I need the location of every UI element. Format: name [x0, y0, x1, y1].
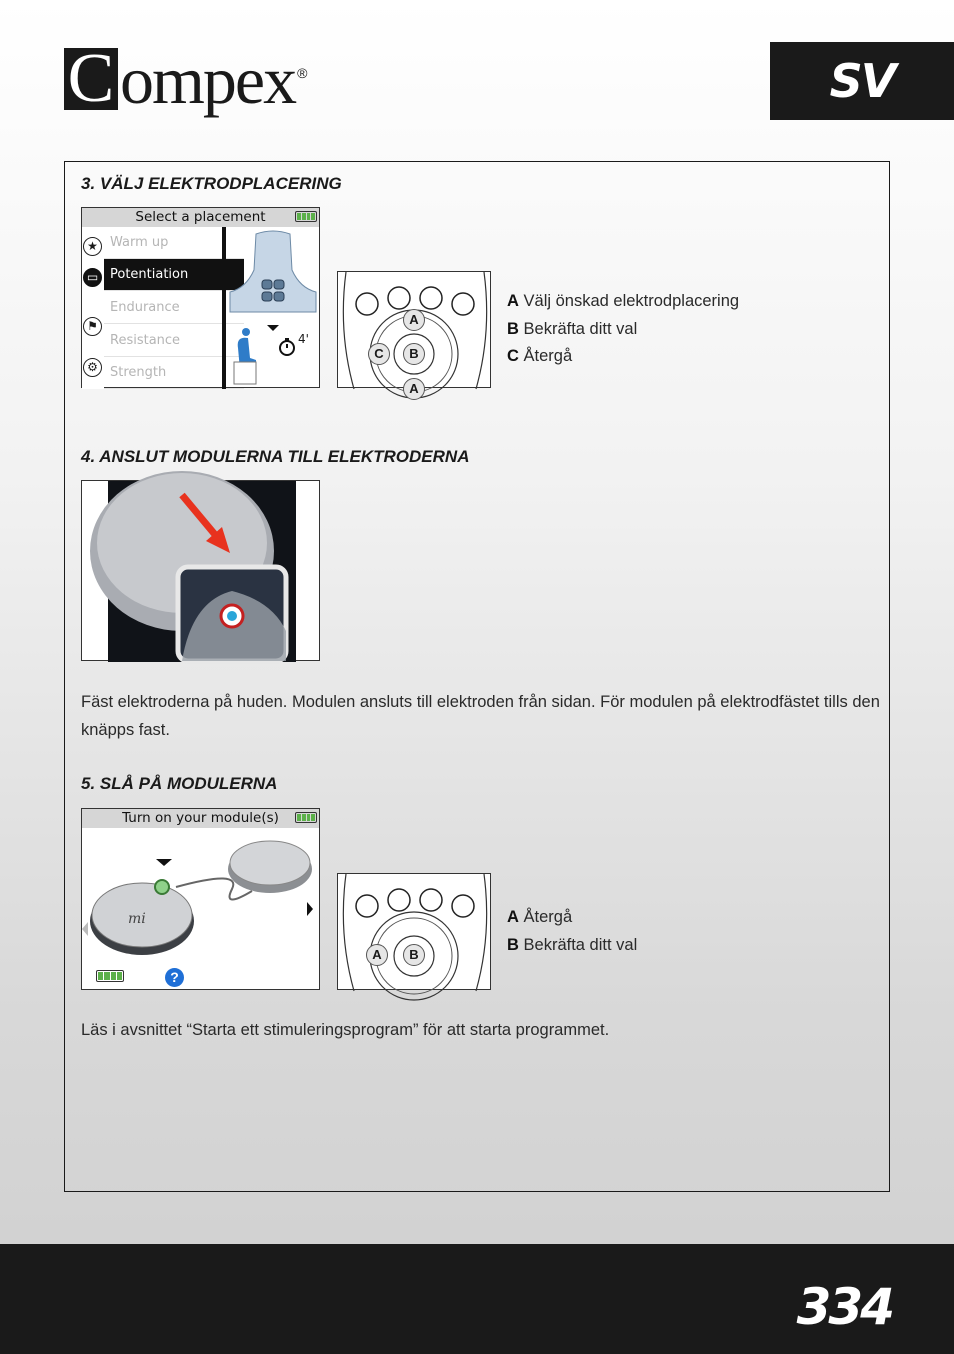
duration-value: 4'	[298, 332, 309, 346]
section-5-paragraph: Läs i avsnittet “Starta ett stimuleringsprogram” för att starta programmet.	[81, 1021, 610, 1039]
page-number: 334	[796, 1278, 892, 1336]
svg-text:mi: mi	[128, 911, 146, 927]
menu-item-resistance[interactable]: Resistance	[104, 325, 244, 357]
module-connection-photo	[81, 480, 320, 661]
section-5-legend	[507, 904, 637, 959]
remote-button-a-up[interactable]: A	[403, 309, 425, 331]
help-icon[interactable]: ?	[165, 968, 184, 987]
electrode-module-illustration	[82, 481, 321, 662]
remote-button-b[interactable]: B	[403, 944, 425, 966]
star-icon: ★	[83, 237, 102, 256]
legend-item: B Bekräfta ditt val	[507, 319, 638, 338]
legend-item: B Bekräfta ditt val	[507, 935, 638, 954]
turn-on-screen	[81, 808, 320, 990]
menu-item-endurance[interactable]: Endurance	[104, 292, 244, 324]
placement-screen-title: Select a placement	[82, 208, 319, 227]
compex-logo	[64, 40, 308, 120]
battery-icon	[295, 211, 317, 222]
legend-item: A Återgå	[507, 908, 573, 926]
section-4-paragraph: Fäst elektroderna på huden. Modulen ansluts till elektroden från sidan. För modulen på elektrodfästet tills den knäpps fast.	[81, 693, 880, 739]
remote-button-a[interactable]: A	[366, 944, 388, 966]
legend-item: C Återgå	[507, 347, 573, 365]
module-battery-icon	[96, 970, 124, 982]
logo-initial: C	[64, 48, 118, 110]
turn-on-screen-title: Turn on your module(s)	[82, 809, 319, 828]
placement-screen	[81, 207, 320, 388]
battery-icon	[295, 812, 317, 823]
section-4-heading: 4. ANSLUT MODULERNA TILL ELEKTRODERNA	[81, 447, 470, 466]
gears-icon: ⚙	[83, 358, 102, 377]
modules-illustration	[82, 829, 319, 989]
section-3-legend	[507, 288, 739, 371]
menu-item-strength[interactable]: Strength	[104, 357, 244, 389]
section-3-heading: 3. VÄLJ ELEKTRODPLACERING	[81, 174, 342, 193]
remote-body-illustration	[338, 874, 492, 991]
page-footer	[0, 1244, 954, 1354]
section-5-heading: 5. SLÅ PÅ MODULERNA	[81, 774, 278, 793]
neck-placement-illustration	[228, 230, 318, 386]
legend-item: A Välj önskad elektrodplacering	[507, 292, 740, 310]
remote-button-b[interactable]: B	[403, 343, 425, 365]
remote-button-a-down[interactable]: A	[403, 378, 425, 400]
logo-text: ompex	[120, 42, 296, 118]
remote-button-c[interactable]: C	[368, 343, 390, 365]
remote-control-3	[337, 271, 491, 396]
remote-control-5	[337, 873, 491, 990]
menu-item-potentiation[interactable]: Potentiation	[104, 259, 244, 291]
flag-icon: ⚑	[83, 317, 102, 336]
folder-icon: ▭	[83, 268, 102, 287]
language-badge: SV	[770, 42, 954, 120]
menu-item-warm-up[interactable]: Warm up	[104, 227, 244, 259]
logo-registered-mark: ®	[297, 65, 308, 81]
